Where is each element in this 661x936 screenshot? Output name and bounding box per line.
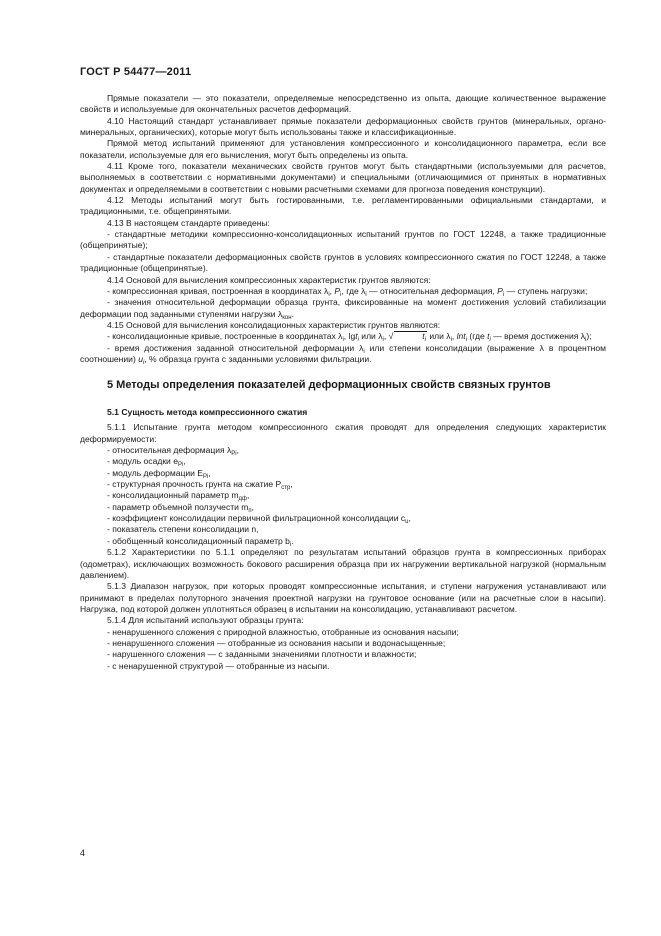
page-header: ГОСТ Р 54477—2011 bbox=[80, 66, 192, 78]
list-item: - с ненарушенной структурой — отобранные из насыпи. bbox=[107, 660, 330, 671]
list-item: - параметр объемной ползучести $m_п$, bbox=[107, 501, 255, 514]
paragraph: 5.1.1 Испытание грунта методом компрессионного сжатия проводят для определения следующих характеристик деформируемости: bbox=[80, 422, 606, 444]
list-item: - ненарушенного сложения — отобранные из основания насыпи и водонасыщенные; bbox=[107, 637, 446, 648]
list-item: - структурная прочность грунта на сжатие $P_{стр}$, bbox=[107, 479, 293, 492]
paragraph: 4.14 Основой для вычисления компрессионных характеристик грунтов являются: bbox=[107, 274, 431, 285]
list-item: - консолидационный параметр $m_{дф}$, bbox=[107, 490, 250, 503]
paragraph: - стандартные методики компрессионно-консолидационных испытаний грунтов по ГОСТ 12248, а также традиционные (общепринятые); bbox=[80, 229, 606, 251]
page-number: 4 bbox=[80, 848, 86, 858]
list-item: - относительная деформация $\lambda_{Pi}$, bbox=[107, 445, 239, 458]
paragraph: 4.11 Кроме того, показатели механических свойств грунтов могут быть стандартными (используемыми для расчетов, выполняемых в соответствии с нормативными документами) и специальными (отличающимися от принятых в нормативных документах и определяемыми в соответствии с новыми расчетными схемами для прогноза поведения конструкции). bbox=[80, 161, 606, 194]
page-body bbox=[80, 93, 606, 672]
paragraph: 5.1.4 Для испытаний используют образцы грунта: bbox=[107, 615, 304, 626]
paragraph: Прямой метод испытаний применяют для установления компрессионного и консолидационного параметра, если все показатели, используемые для его вычисления, могут быть определены из опыта. bbox=[80, 138, 606, 160]
list-item: - модуль деформации $E_{Pi}$, bbox=[107, 467, 211, 480]
paragraph: Прямые показатели — это показатели, определяемые непосредственно из опыта, дающие количественное выражение свойств и используемые для окончательных расчетов деформаций. bbox=[80, 93, 606, 115]
paragraph: 4.15 Основой для вычисления консолидационных характеристик грунтов являются: bbox=[107, 319, 441, 330]
paragraph: 5.1.2 Характеристики по 5.1.1 определяют по результатам испытаний образцов грунта в компрессионных приборах (одометрах), исключающих возможность бокового расширения образца при их нагружении вертикальной нагрузкой (нормальным давлением). bbox=[80, 547, 606, 580]
list-item: - обобщенный консолидационный параметр $b_i$. bbox=[107, 535, 294, 548]
section-heading: 5 Методы определения показателей деформационных свойств связных грунтов bbox=[107, 379, 551, 392]
paragraph: - стандартные показатели деформационных свойств грунтов в условиях компрессионного сжатия по ГОСТ 12248, а также традиционные (общепринятые). bbox=[80, 251, 606, 274]
subsection-heading: 5.1 Сущность метода компрессионного сжатия bbox=[107, 407, 308, 418]
list-item: - показатель степени консолидации n, bbox=[107, 524, 259, 535]
list-item: - коэффициент консолидации первичной фильтрационной консолидации $c_u$, bbox=[107, 513, 411, 526]
paragraph: 5.1.3 Диапазон нагрузок, при которых проводят компрессионные испытания, и ступени нагружения устанавливают или принимают в пределах полуторного значения проектной нагрузки на грунтовое основание (или на расчетные слои в насыпи). Нагрузка, под которой должен уплотняться образец в испытании на консолидацию, устанавливают расчетом. bbox=[80, 581, 606, 614]
paragraph: 4.10 Настоящий стандарт устанавливает прямые показатели деформационных свойств грунтов (минеральных, органо-минеральных, органических), которые могут быть использованы также и классификационные. bbox=[80, 115, 606, 138]
paragraph: 4.13 В настоящем стандарте приведены: bbox=[107, 217, 270, 228]
list-item: - модуль осадки $e_{Pi}$, bbox=[107, 456, 186, 469]
paragraph-formula: - консолидационные кривые, построенные в координатах $\lambda_i$, lgt$_i$ или $\lambda_i$, √ $t_i$ или $\lambda_i$, lnt$_i$ (где $t_i$ — время достижения $\lambda_i$); bbox=[107, 331, 592, 344]
paragraph-formula: - компрессионная кривая, построенная в координатах $\lambda_i$, $P_i$, где $\lambda_i$ — относительная деформация, $P_i$ — ступень нагрузки; bbox=[107, 285, 588, 298]
list-item: - ненарушенного сложения с природной влажностью, отобранные из основания насыпи; bbox=[107, 626, 459, 637]
paragraph-formula: - время достижения заданной относительной деформации $\lambda_i$ или степени консолидации (выражение λ в процентном соотношении) $u_i$, % образца грунта с заданными условиями фильтрации. bbox=[80, 342, 606, 366]
paragraph-formula: - значения относительной деформации образца грунта, фиксированные на момент достижения условий стабилизации деформации под заданными ступенями нагрузки $\lambda_{кон}$. bbox=[80, 297, 606, 321]
paragraph: 4.12 Методы испытаний могут быть гостированными, т.е. регламентированными официальными стандартами, и традиционными, т.е. общепринятыми. bbox=[80, 195, 606, 217]
list-item: - нарушенного сложения — с заданными значениями плотности и влажности; bbox=[107, 649, 417, 660]
